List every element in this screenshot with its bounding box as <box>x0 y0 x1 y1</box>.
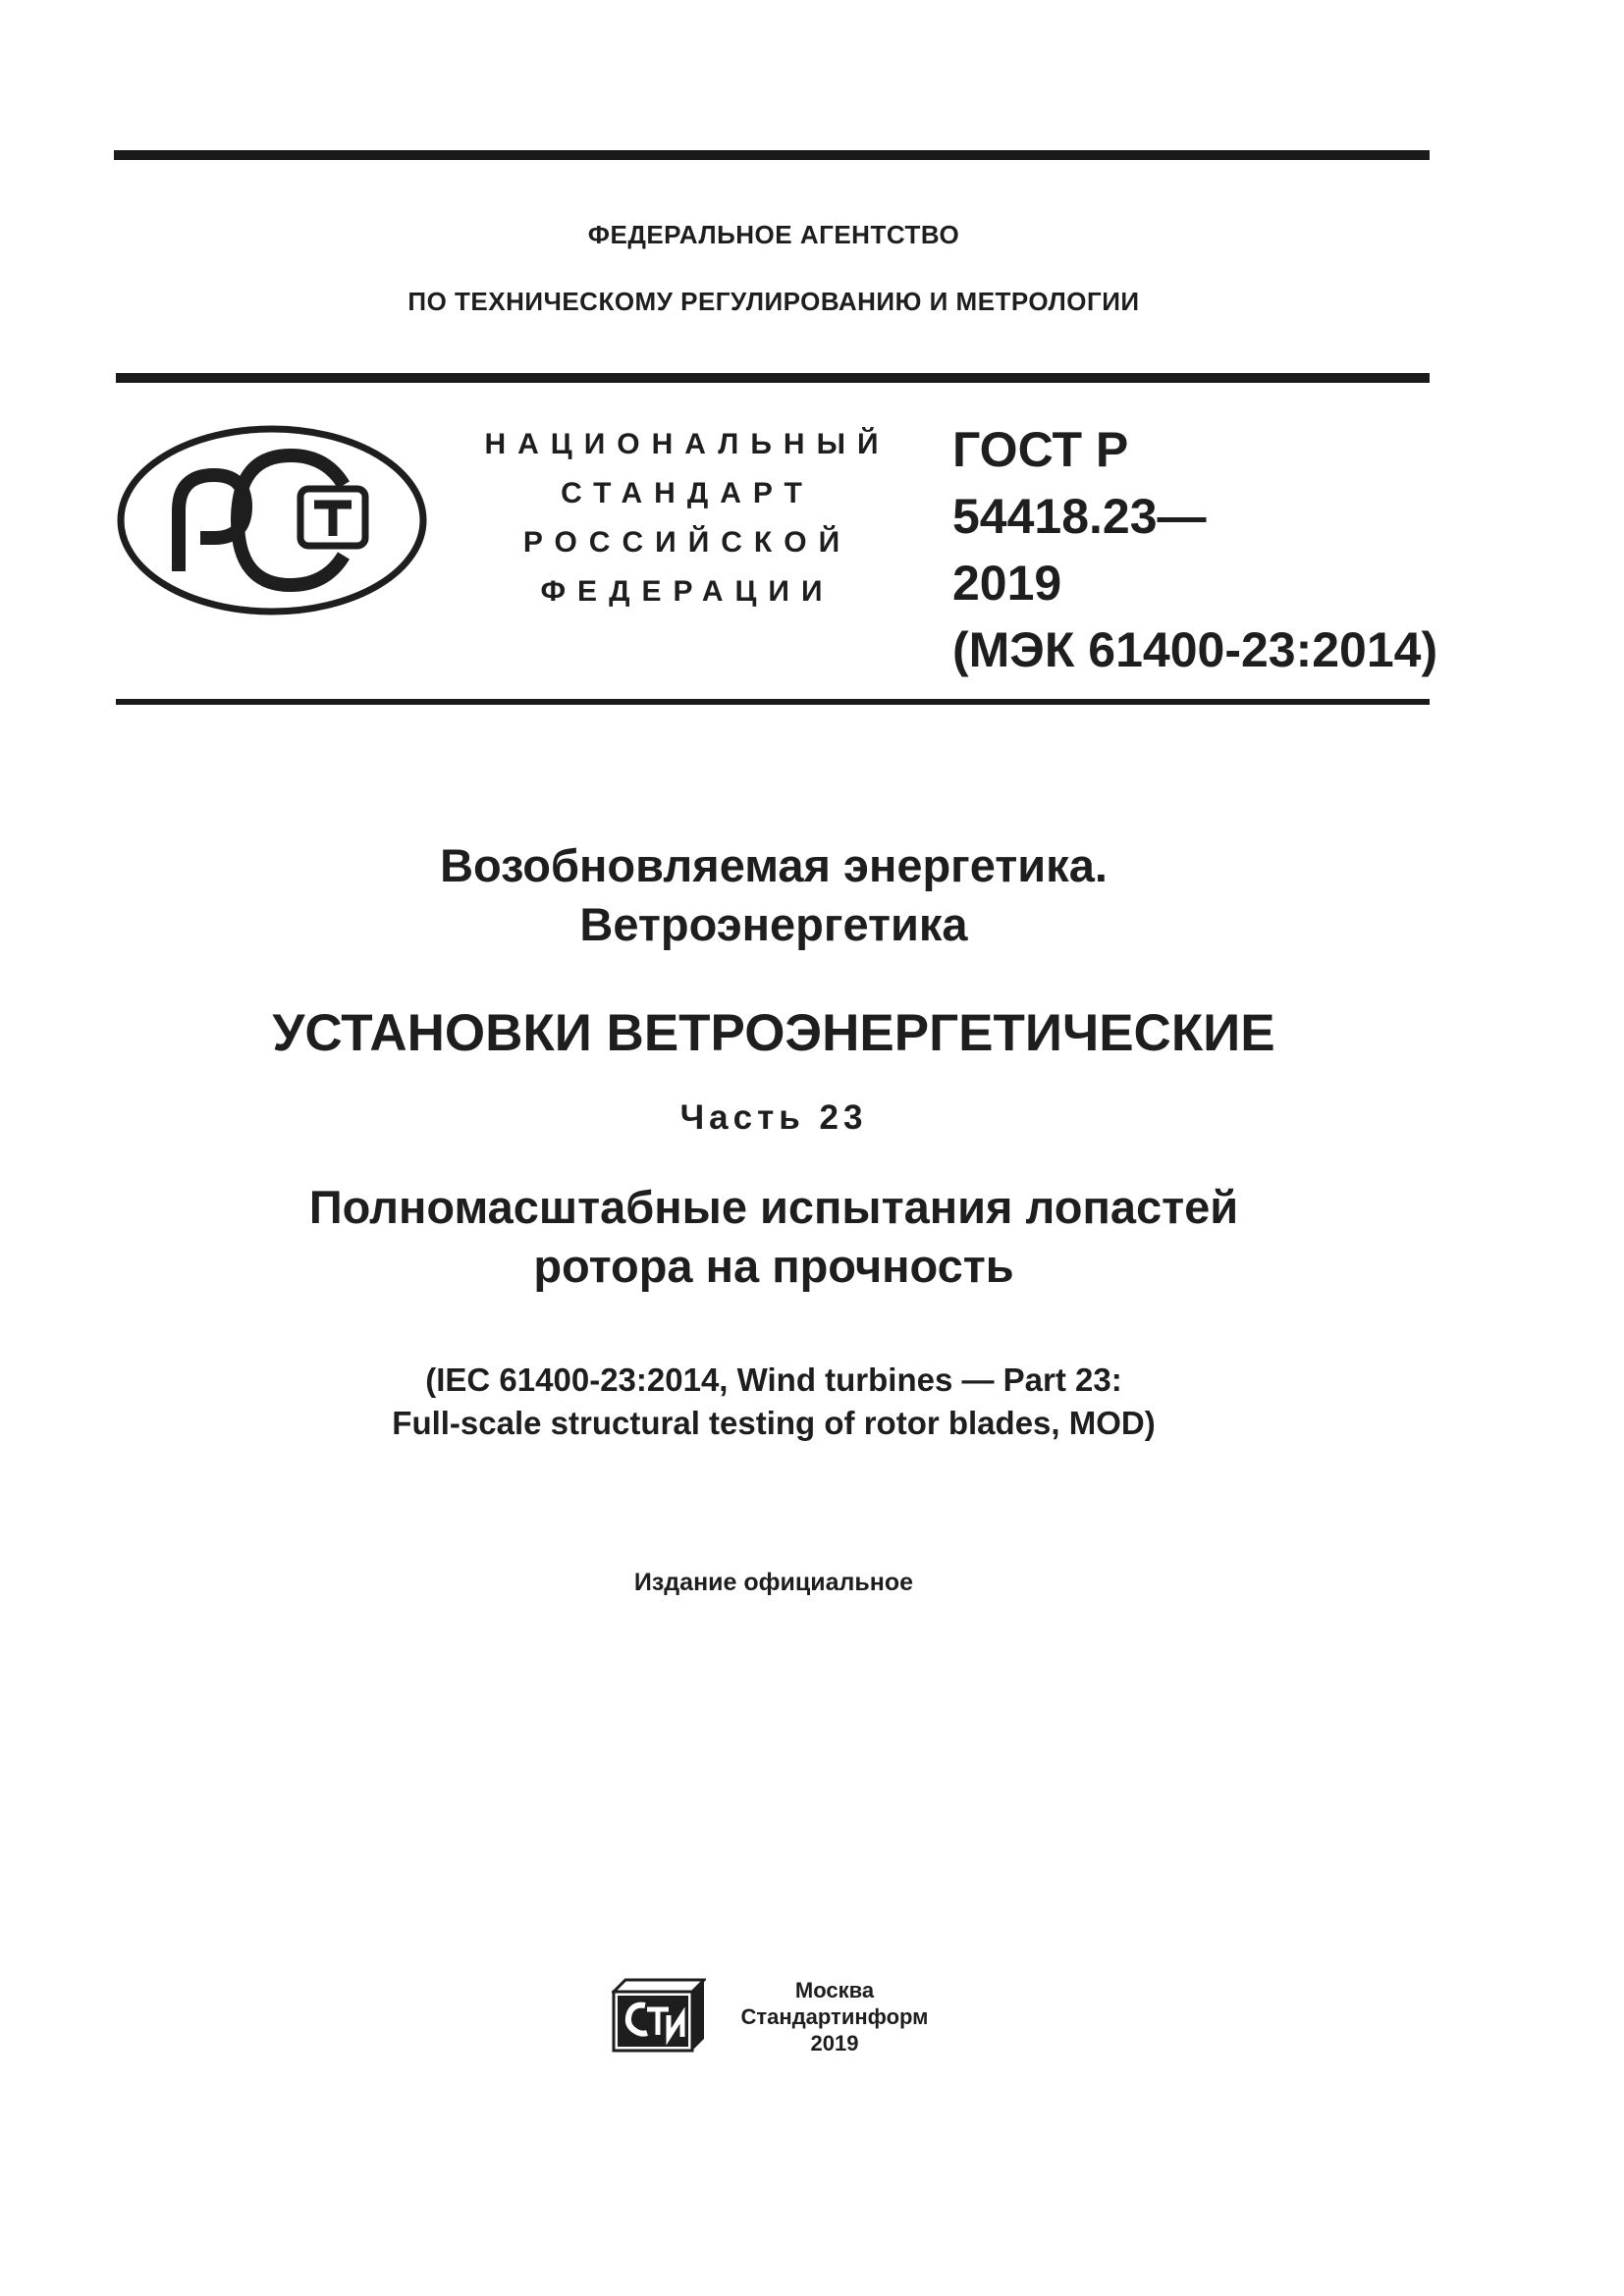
standartinform-logo-icon <box>612 1978 706 2053</box>
iec-line-2: Full-scale structural testing of rotor blades, MOD) <box>392 1405 1156 1441</box>
top-rule <box>114 150 1430 160</box>
title-line-2: Ветроэнергетика <box>579 898 968 950</box>
standard-designation <box>952 416 1437 683</box>
publisher-city: Москва <box>794 1978 875 2002</box>
part-number: Часть 23 <box>679 1098 868 1137</box>
document-title <box>0 836 1547 954</box>
title-line-1: Возобновляемая энергетика. <box>440 839 1108 891</box>
designation-line-1: ГОСТ Р <box>952 422 1129 477</box>
rst-logo-icon <box>116 424 428 616</box>
standard-type-line-3: РОССИЙСКОЙ <box>522 526 852 559</box>
part-title <box>0 1178 1547 1296</box>
header-rule <box>116 373 1430 383</box>
agency-line-1: ФЕДЕРАЛЬНОЕ АГЕНТСТВО <box>587 220 960 249</box>
standard-type-line-4: ФЕДЕРАЦИИ <box>540 575 835 608</box>
part-title-line-2: ротора на прочность <box>533 1240 1014 1292</box>
edition-label: Издание официальное <box>633 1569 914 1596</box>
publisher-block <box>727 1977 943 2056</box>
agency-line-2: ПО ТЕХНИЧЕСКОМУ РЕГУЛИРОВАНИЮ И МЕТРОЛОГИИ <box>407 287 1140 316</box>
designation-line-3: 2019 <box>952 556 1062 611</box>
publisher-name: Стандартинформ <box>740 2004 929 2029</box>
designation-line-2: 54418.23— <box>952 489 1207 544</box>
publisher-year: 2019 <box>810 2031 859 2056</box>
iec-reference <box>0 1359 1547 1445</box>
standard-type-line-2: СТАНДАРТ <box>561 477 814 509</box>
standard-type-line-1: НАЦИОНАЛЬНЫЙ <box>484 428 891 460</box>
standard-type <box>461 420 913 616</box>
main-title: УСТАНОВКИ ВЕТРОЭНЕРГЕТИЧЕСКИЕ <box>272 1004 1275 1062</box>
designation-line-4: (МЭК 61400-23:2014) <box>952 622 1438 677</box>
designation-rule <box>116 699 1430 705</box>
iec-line-1: (IEC 61400-23:2014, Wind turbines — Part 23: <box>425 1362 1122 1398</box>
part-title-line-1: Полномасштабные испытания лопастей <box>308 1181 1239 1233</box>
